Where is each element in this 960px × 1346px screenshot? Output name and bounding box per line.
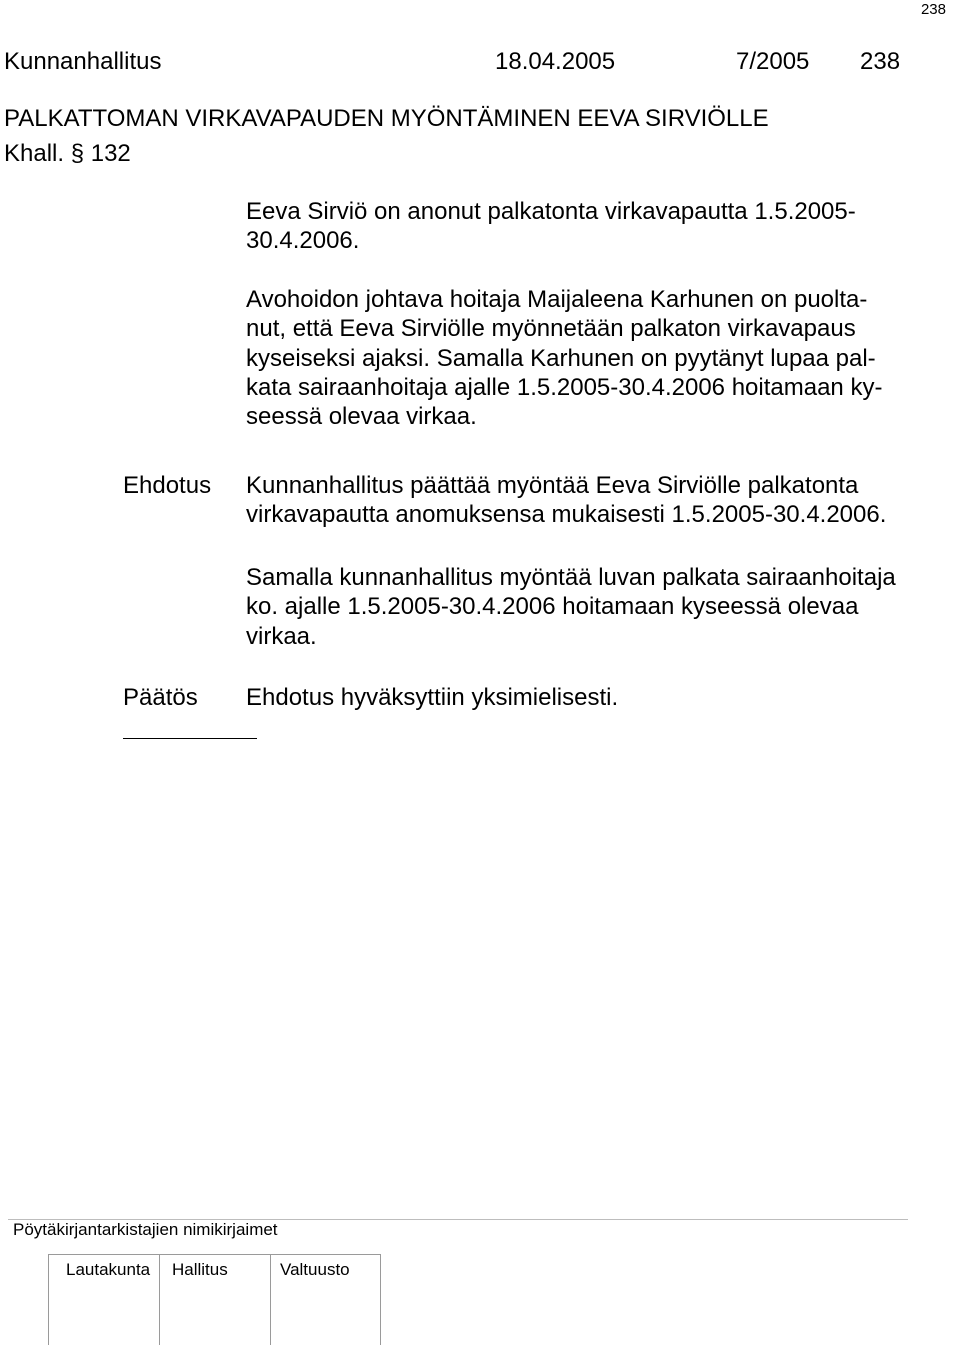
decision-line: Ehdotus hyväksyttiin yksimielisesti. xyxy=(246,684,619,711)
proposal-second-paragraph xyxy=(246,563,960,651)
header-minute-number: 7/2005 xyxy=(736,48,810,75)
decision-text xyxy=(246,683,960,712)
signatures-label: Pöytäkirjantarkistajien nimikirjaimet xyxy=(13,1220,278,1239)
statement-line: kyseiseksi ajaksi. Samalla Karhunen on pyytänyt lupaa pal- xyxy=(246,344,876,372)
intro-line: Eeva Sirviö on anonut palkatonta virkavapautta 1.5.2005- xyxy=(246,198,856,225)
signature-column-divider xyxy=(270,1255,271,1345)
signature-column-lautakunta: Lautakunta xyxy=(66,1260,151,1279)
intro-line: 30.4.2006. xyxy=(246,227,360,255)
proposal-line: virkavapautta anomuksensa mukaisesti 1.5.2005-30.4.2006. xyxy=(246,501,887,529)
header-section-number: 238 xyxy=(860,48,901,75)
statement-line: nut, että Eeva Sirviölle myönnetään palkaton virkavapaus xyxy=(246,315,856,343)
proposal-label: Ehdotus xyxy=(123,472,212,499)
signature-column-divider xyxy=(380,1255,381,1345)
matter-title: PALKATTOMAN VIRKAVAPAUDEN MYÖNTÄMINEN EEVA SIRVIÖLLE xyxy=(4,105,769,132)
signature-column-divider xyxy=(159,1255,160,1345)
section-reference: Khall. § 132 xyxy=(4,140,131,167)
statement-paragraph xyxy=(246,285,960,431)
statement-line: seessä olevaa virkaa. xyxy=(246,403,477,431)
signature-column-valtuusto: Valtuusto xyxy=(280,1260,350,1279)
signature-column-divider xyxy=(48,1255,49,1345)
section-end-rule xyxy=(123,738,257,739)
page-number-corner: 238 xyxy=(920,1,946,18)
statement-line: Avohoidon johtava hoitaja Maijaleena Karhunen on puolta- xyxy=(246,286,868,313)
statement-line: kata sairaanhoitaja ajalle 1.5.2005-30.4.2006 hoitamaan ky- xyxy=(246,373,883,401)
proposal-line: virkaa. xyxy=(246,622,317,650)
proposal-line: Samalla kunnanhallitus myöntää luvan palkata sairaanhoitaja xyxy=(246,564,896,591)
intro-paragraph xyxy=(246,197,960,256)
header-date: 18.04.2005 xyxy=(495,48,616,75)
proposal-paragraph xyxy=(246,471,960,530)
proposal-line: Kunnanhallitus päättää myöntää Eeva Sirviölle palkatonta xyxy=(246,472,859,499)
header-body-name: Kunnanhallitus xyxy=(4,48,162,75)
decision-label: Päätös xyxy=(123,684,198,711)
signature-column-hallitus: Hallitus xyxy=(172,1260,228,1279)
proposal-line: ko. ajalle 1.5.2005-30.4.2006 hoitamaan kyseessä olevaa xyxy=(246,593,859,621)
